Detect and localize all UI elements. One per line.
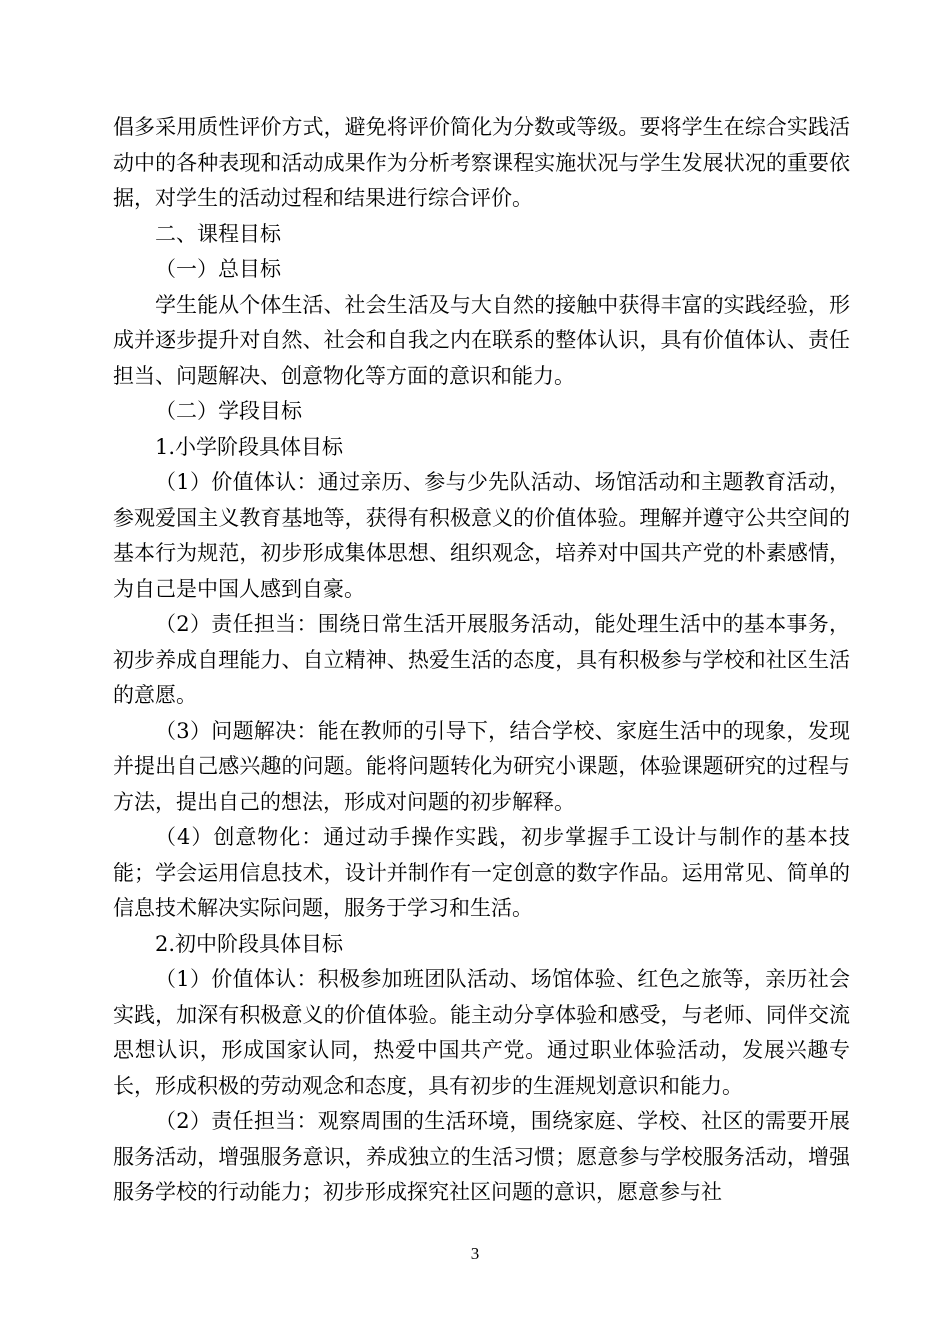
paragraph-primary-problem-solving: （3）问题解决：能在教师的引导下，结合学校、家庭生活中的现象，发现并提出自己感兴趣的问题。能将问题转化为研究小课题，体验课题研究的过程与方法，提出自己的想法，形成对问题的初步解释。 bbox=[113, 718, 850, 814]
subheading-stage-goals: （二）学段目标 bbox=[155, 399, 302, 423]
subheading-overall-goal: （一）总目标 bbox=[155, 257, 281, 281]
paragraph-continuation: 倡多采用质性评价方式，避免将评价简化为分数或等级。要将学生在综合实践活动中的各种表现和活动成果作为分析考察课程实施状况与学生发展状况的重要依据，对学生的活动过程和结果进行综合评价。 bbox=[113, 115, 850, 210]
document-body bbox=[113, 110, 850, 1211]
paragraph-primary-creative: （4）创意物化：通过动手操作实践，初步掌握手工设计与制作的基本技能；学会运用信息技术，设计并制作有一定创意的数字作品。运用常见、简单的信息技术解决实际问题，服务于学习和生活。 bbox=[113, 825, 850, 920]
subheading-junior-stage: 2.初中阶段具体目标 bbox=[155, 931, 344, 956]
paragraph-junior-responsibility: （2）责任担当：观察周围的生活环境，围绕家庭、学校、社区的需要开展服务活动，增强服务意识，养成独立的生活习惯；愿意参与学校服务活动，增强服务学校的行动能力；初步形成探究社区问题的意识，愿意参与社 bbox=[113, 1109, 850, 1204]
paragraph-overall-goal: 学生能从个体生活、社会生活及与大自然的接触中获得丰富的实践经验，形成并逐步提升对自然、社会和自我之内在联系的整体认识，具有价值体认、责任担当、问题解决、创意物化等方面的意识和能力。 bbox=[113, 292, 850, 388]
paragraph-junior-value: （1）价值体认：积极参加班团队活动、场馆体验、红色之旅等，亲历社会实践，加深有积极意义的价值体验。能主动分享体验和感受，与老师、同伴交流思想认识，形成国家认同，热爱中国共产党。通过职业体验活动，发展兴趣专长，形成积极的劳动观念和态度，具有初步的生涯规划意识和能力。 bbox=[113, 967, 850, 1098]
page-number: 3 bbox=[470, 1244, 480, 1263]
paragraph-primary-responsibility: （2）责任担当：围绕日常生活开展服务活动，能处理生活中的基本事务，初步养成自理能力、自立精神、热爱生活的态度，具有积极参与学校和社区生活的意愿。 bbox=[113, 612, 850, 707]
subheading-primary-stage: 1.小学阶段具体目标 bbox=[155, 434, 344, 459]
paragraph-primary-value: （1）价值体认：通过亲历、参与少先队活动、场馆活动和主题教育活动，参观爱国主义教育基地等，获得有积极意义的价值体验。理解并遵守公共空间的基本行为规范，初步形成集体思想、组织观念，培养对中国共产党的朴素感情，为自己是中国人感到自豪。 bbox=[113, 470, 850, 601]
section-heading-course-goals: 二、课程目标 bbox=[155, 221, 281, 246]
